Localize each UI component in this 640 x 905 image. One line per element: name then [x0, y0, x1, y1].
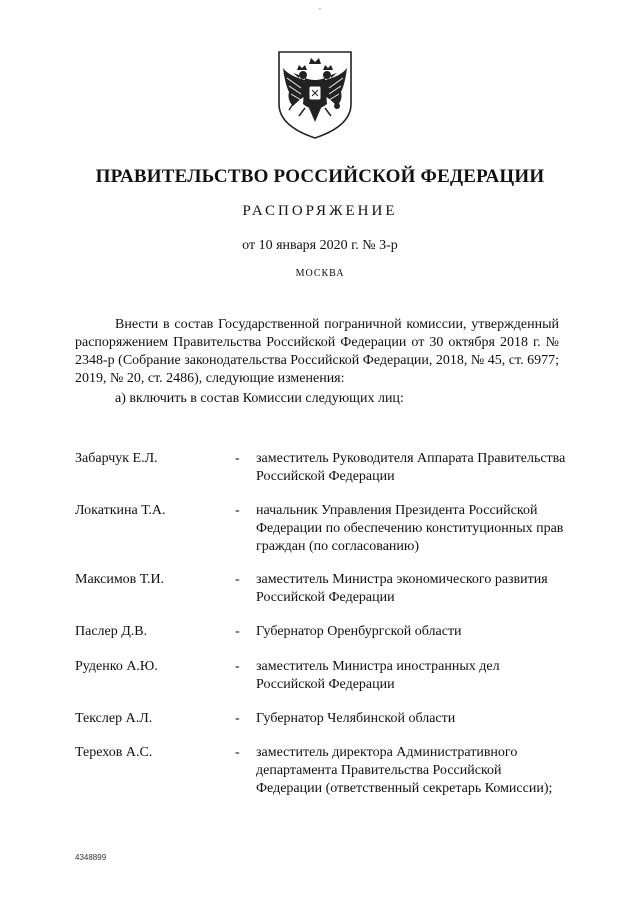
intro-paragraph: Внести в состав Государственной пограничной комиссии, утвержденный распоряжением Правительства Российской Федерации от 30 октября 2018 г. № 2348-р (Собрание законодательства Российской Федерации, 2018, № 45, ст. 6977; 2019, № 20, ст. 2486), следующие изменения: [75, 317, 559, 386]
member-dash: - [235, 572, 240, 587]
member-dash: - [235, 745, 240, 760]
item-a-paragraph: а) включить в состав Комиссии следующих лиц: [115, 391, 404, 406]
member-name: Забарчук Е.Л. [75, 451, 158, 466]
document-date-number: от 10 января 2020 г. № 3-р [242, 238, 398, 253]
member-position: начальник Управления Президента Российской Федерации по обеспечению конституционных прав граждан (по согласованию) [256, 503, 564, 554]
top-mark: , [319, 2, 321, 11]
member-dash: - [235, 711, 240, 726]
member-dash: - [235, 451, 240, 466]
member-dash: - [235, 624, 240, 639]
document-body [75, 316, 559, 408]
coat-of-arms-icon [275, 48, 355, 140]
member-position: Губернатор Оренбургской области [256, 624, 462, 639]
member-position: заместитель директора Административного департамента Правительства Российской Федерации (ответственный секретарь Комиссии); [256, 745, 553, 796]
member-position: заместитель Руководителя Аппарата Правительства Российской Федерации [256, 451, 566, 484]
member-dash: - [235, 659, 240, 674]
document-city: МОСКВА [295, 268, 345, 279]
document-code: 4348899 [75, 853, 107, 862]
member-position: заместитель Министра экономического развития Российской Федерации [256, 572, 548, 605]
member-name: Максимов Т.И. [75, 572, 165, 587]
member-name: Паслер Д.В. [75, 624, 148, 639]
member-position: Губернатор Челябинской области [256, 711, 456, 726]
member-name: Руденко А.Ю. [75, 659, 158, 674]
member-name: Локаткина Т.А. [75, 503, 166, 518]
member-name: Терехов А.С. [75, 745, 153, 760]
member-name: Текслер А.Л. [75, 711, 153, 726]
member-dash: - [235, 503, 240, 518]
member-position: заместитель Министра иностранных дел Российской Федерации [256, 659, 500, 692]
document-type: РАСПОРЯЖЕНИЕ [242, 203, 398, 219]
government-title: ПРАВИТЕЛЬСТВО РОССИЙСКОЙ ФЕДЕРАЦИИ [95, 166, 545, 187]
